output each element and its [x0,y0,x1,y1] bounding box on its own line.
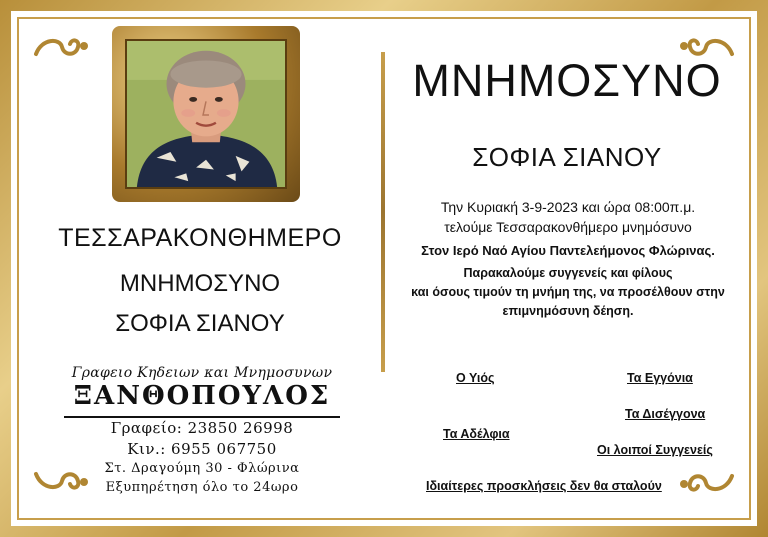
funeral-service-hours: Εξυπηρέτηση όλο το 24ωρο [105,480,299,495]
announcement-line-1: Την Κυριακή 3-9-2023 και ώρα 08:00π.μ. [440,199,696,215]
right-heading: ΜΝΗΜΟΣΥΝΟ [412,55,722,106]
flourish-bottom-right-icon [676,470,736,496]
portrait-frame [112,26,300,202]
right-deceased-name: ΣΟΦΙΑ ΣΙΑΝΟΥ [472,142,662,172]
signature-other-relatives: Οι λοιποί Συγγενείς [597,443,713,457]
funeral-mobile-phone: Κιν.: 6955 067750 [127,440,277,458]
left-title: ΤΕΣΣΑΡΑΚΟΝΘΗΜΕΡΟ [58,224,342,252]
announcement-line-5: και όσους τιμούν τη μνήμη της, να προσέλθουν στην [411,285,725,299]
funeral-home-label: Γραφειο Κηδειων και Μνημοσυνων [71,365,333,381]
announcement-line-4: Παρακαλούμε συγγενείς και φίλους [463,266,673,280]
signature-son: Ο Υιός [456,371,495,385]
funeral-home-brand: ΞΑΝΘΟΠΟΥΛΟΣ [73,381,331,411]
left-deceased-name: ΣΟΦΙΑ ΣΙΑΝΟΥ [115,310,285,337]
invitations-notice: Ιδιαίτερες προσκλήσεις δεν θα σταλούν [426,479,662,493]
signature-grandchildren: Τα Εγγόνια [627,371,693,385]
announcement-line-3: Στον Ιερό Ναό Αγίου Παντελεήμονος Φλώρινας. [421,243,715,258]
brand-underline [64,416,340,418]
announcement-line-6: επιμνημόσυνη δέηση. [502,304,634,318]
portrait-photo [125,39,287,189]
portrait-image [127,41,285,187]
funeral-office-phone: Γραφείο: 23850 26998 [110,419,294,437]
announcement-line-2: τελούμε Τεσσαρακονθήμερο μνημόσυνο [444,219,692,235]
signature-siblings: Τα Αδέλφια [443,427,510,441]
funeral-address: Στ. Δραγούμη 30 - Φλώρινα [104,461,300,476]
left-subtitle: ΜΝΗΜΟΣΥΝΟ [119,270,281,297]
signature-great-grandchildren: Τα Δισέγγονα [625,407,706,421]
column-divider [381,52,385,372]
flourish-top-left-icon [32,34,92,60]
